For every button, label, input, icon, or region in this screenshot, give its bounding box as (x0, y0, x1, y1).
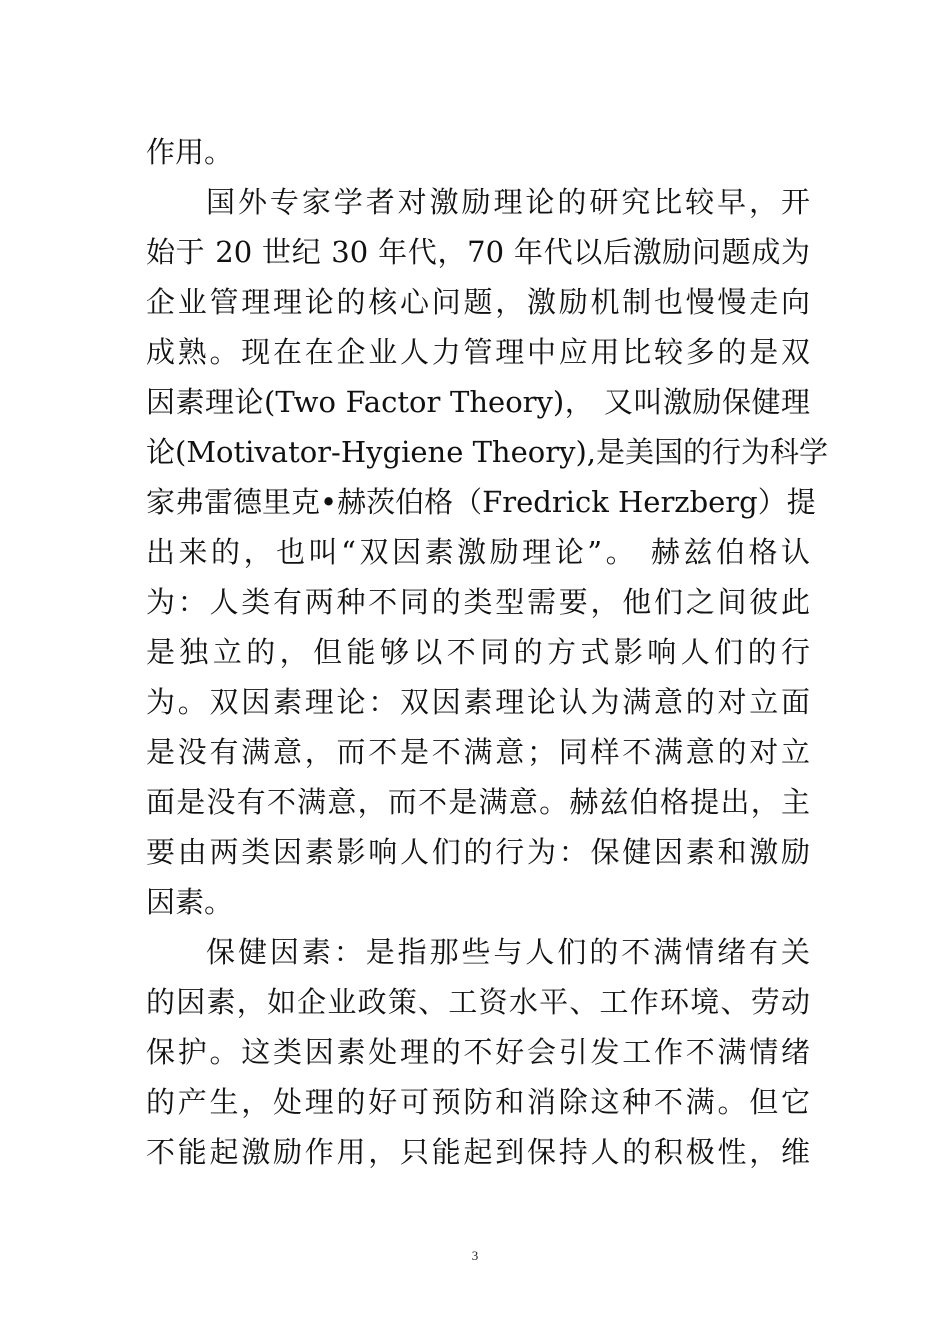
text-line: 保健因素：是指那些与人们的不满情绪有关 (206, 935, 810, 969)
page-number: 3 (471, 1248, 479, 1263)
text-line: 论(Motivator-Hygiene Theory),是美国的行为科学 (146, 435, 828, 469)
text-line: 是独立的，但能够以不同的方式影响人们的行 (146, 635, 810, 669)
text-line: 要由两类因素影响人们的行为：保健因素和激励 (146, 835, 810, 869)
body-text (146, 127, 828, 1177)
text-line: 出来的，也叫“双因素激励理论”。 赫兹伯格认 (146, 535, 810, 569)
text-line: 成熟。现在在企业人力管理中应用比较多的是双 (146, 335, 810, 369)
text-line: 是没有满意，而不是不满意；同样不满意的对立 (146, 735, 810, 769)
text-line: 为：人类有两种不同的类型需要，他们之间彼此 (146, 585, 810, 619)
text-line: 企业管理理论的核心问题，激励机制也慢慢走向 (146, 285, 810, 319)
text-line: 国外专家学者对激励理论的研究比较早，开 (206, 185, 810, 219)
text-line: 因素理论(Two Factor Theory)， 又叫激励保健理 (146, 385, 810, 419)
text-line: 为。双因素理论：双因素理论认为满意的对立面 (146, 685, 810, 719)
text-line: 保护。这类因素处理的不好会引发工作不满情绪 (146, 1035, 810, 1069)
text-line: 因素。 (146, 885, 234, 919)
text-line: 始于 20 世纪 30 年代，70 年代以后激励问题成为 (146, 235, 810, 269)
text-line: 面是没有不满意，而不是满意。赫兹伯格提出，主 (146, 785, 810, 819)
text-line: 不能起激励作用，只能起到保持人的积极性，维 (146, 1135, 810, 1169)
text-line: 的因素，如企业政策、工资水平、工作环境、劳动 (146, 985, 810, 1019)
text-line: 作用。 (146, 135, 234, 169)
text-line: 家弗雷德里克•赫茨伯格（Fredrick Herzberg）提 (146, 485, 816, 519)
text-line: 的产生，处理的好可预防和消除这种不满。但它 (146, 1085, 810, 1119)
